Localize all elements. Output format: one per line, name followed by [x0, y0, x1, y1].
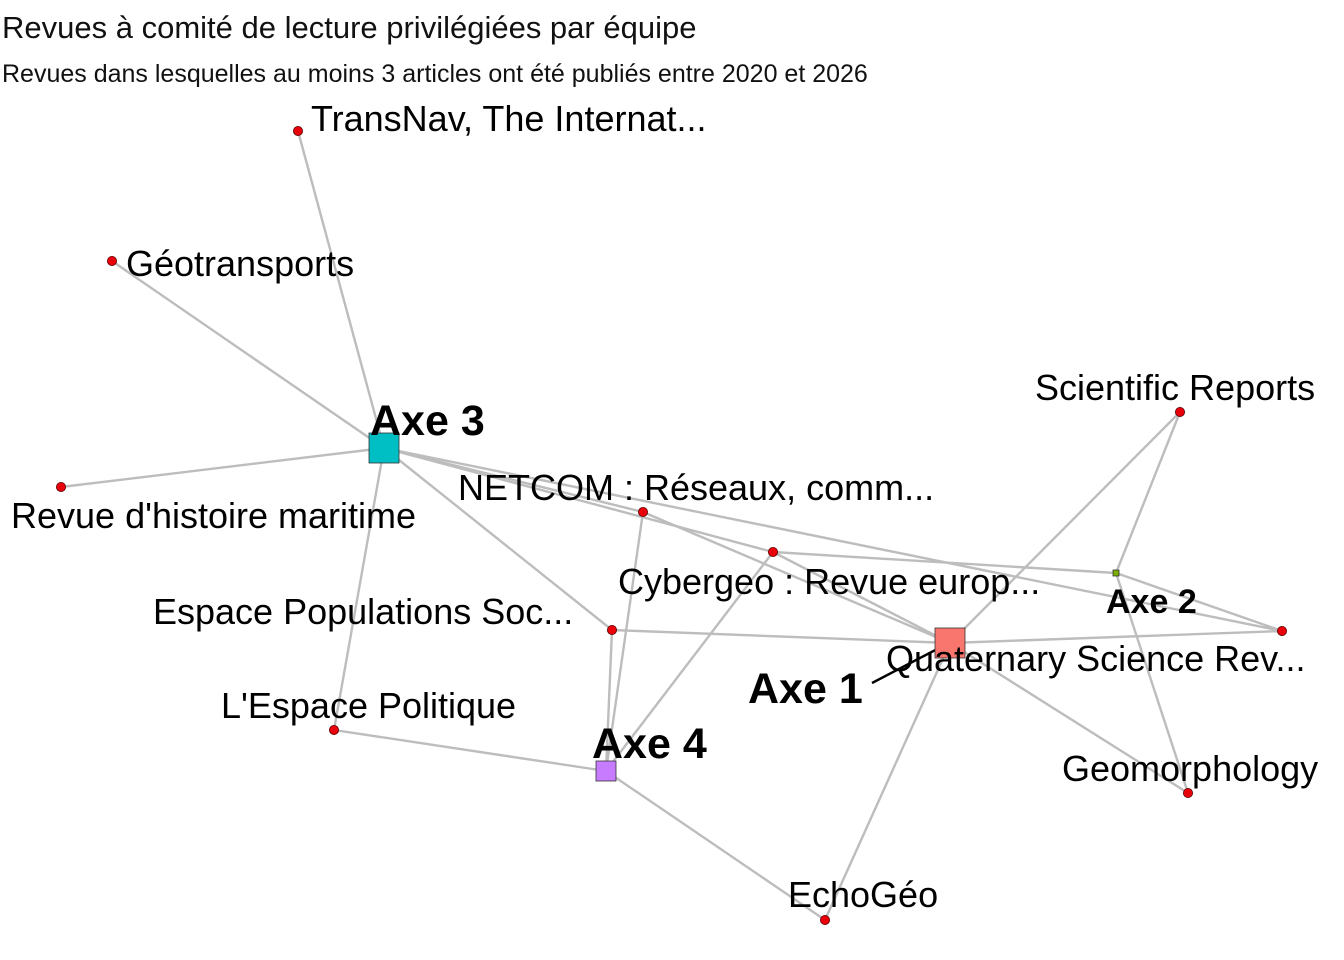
journal-node-cybergeo	[768, 547, 777, 556]
journal-node-geotransports	[107, 256, 116, 265]
journal-node-espace_pop	[607, 625, 616, 634]
journal-node-echogeo	[820, 915, 829, 924]
journal-label-geomorphology: Geomorphology	[1062, 748, 1319, 789]
team-label-axe3: Axe 3	[370, 397, 485, 445]
team-label-axe4: Axe 4	[592, 720, 707, 768]
labels-layer	[11, 98, 1318, 915]
journal-node-espace_politique	[329, 725, 338, 734]
team-label-axe2: Axe 2	[1106, 583, 1197, 621]
journal-label-netcom: NETCOM : Réseaux, comm...	[458, 467, 935, 508]
journal-node-transnav	[293, 126, 302, 135]
team-node-axe2	[1113, 570, 1119, 576]
journal-label-quaternary: Quaternary Science Rev...	[886, 638, 1306, 679]
journal-label-echogeo: EchoGéo	[788, 874, 939, 915]
journal-node-scientific_reports	[1175, 407, 1184, 416]
page-subtitle: Revues dans lesquelles au moins 3 articles ont été publiés entre 2020 et 2026	[2, 60, 868, 88]
journal-label-transnav: TransNav, The Internat...	[311, 98, 707, 139]
journal-label-espace_politique: L'Espace Politique	[221, 685, 517, 726]
edge-axe2-scientific_reports	[1116, 412, 1180, 573]
journal-node-quaternary	[1277, 626, 1286, 635]
journal-node-netcom	[638, 507, 647, 516]
journal-node-histoire_maritime	[56, 482, 65, 491]
journal-label-histoire_maritime: Revue d'histoire maritime	[11, 495, 417, 536]
journal-label-cybergeo: Cybergeo : Revue europ...	[618, 561, 1041, 602]
journal-label-geotransports: Géotransports	[126, 243, 355, 284]
team-label-axe1: Axe 1	[748, 665, 863, 713]
edge-axe4-espace_politique	[334, 730, 606, 771]
edge-axe3-geotransports	[112, 261, 384, 448]
page-title: Revues à comité de lecture privilégiées par équipe	[2, 10, 697, 45]
journal-label-espace_pop: Espace Populations Soc...	[153, 591, 574, 632]
journal-label-scientific_reports: Scientific Reports	[1035, 367, 1316, 408]
edge-axe3-histoire_maritime	[61, 448, 384, 487]
journal-node-geomorphology	[1183, 788, 1192, 797]
